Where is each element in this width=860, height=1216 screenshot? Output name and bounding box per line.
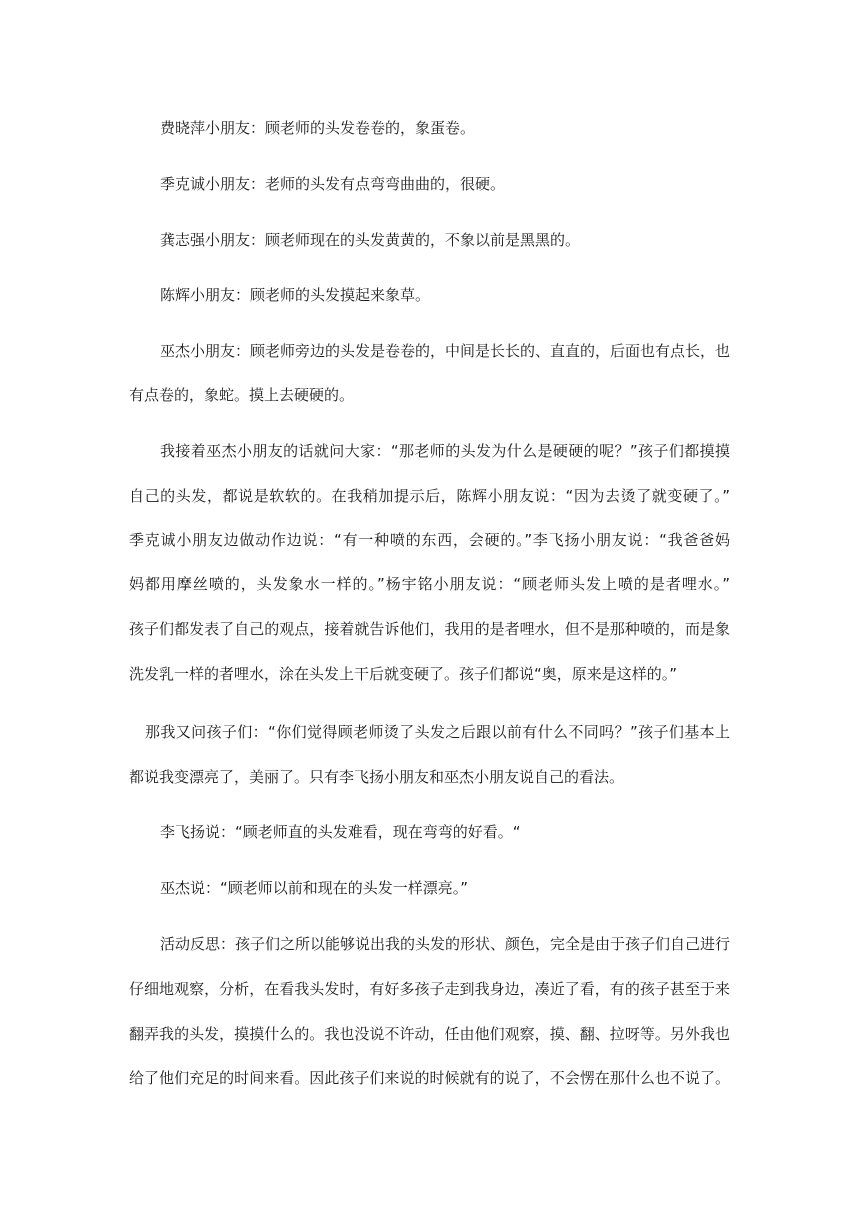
- paragraph-line: 巫杰小朋友：顾老师旁边的头发是卷卷的，中间是长长的、直直的，后面也有点长，也: [160, 342, 731, 360]
- paragraph-line: 季克诚小朋友边做动作边说：“有一种喷的东西，会硬的。”李飞扬小朋友说：“我爸爸妈: [129, 531, 730, 549]
- paragraph-line: 龚志强小朋友：顾老师现在的头发黄黄的，不象以前是黑黑的。: [160, 231, 581, 249]
- paragraph-line: 陈辉小朋友：顾老师的头发摸起来象草。: [160, 286, 431, 304]
- paragraph-line: 有点卷的，象蛇。摸上去硬硬的。: [129, 386, 355, 404]
- paragraph-line: 仔细地观察，分析，在看我头发时，有好多孩子走到我身边，凑近了看，有的孩子甚至于来: [129, 980, 730, 998]
- paragraph-line: 我接着巫杰小朋友的话就问大家：“那老师的头发为什么是硬硬的呢？”孩子们都摸摸: [160, 442, 730, 460]
- paragraph-line: 那我又问孩子们：“你们觉得顾老师烫了头发之后跟以前有什么不同吗？”孩子们基本上: [145, 723, 730, 741]
- paragraph-line: 巫杰说：“顾老师以前和现在的头发一样漂亮。”: [160, 879, 469, 897]
- paragraph-line: 都说我变漂亮了，美丽了。只有李飞扬小朋友和巫杰小朋友说自己的看法。: [129, 768, 625, 786]
- paragraph-line: 洗发乳一样的者哩水，涂在头发上干后就变硬了。孩子们都说“奥，原来是这样的。”: [129, 665, 678, 683]
- paragraph-line: 自己的头发，都说是软软的。在我稍加提示后，陈辉小朋友说：“因为去烫了就变硬了。”: [129, 487, 730, 505]
- paragraph-line: 孩子们都发表了自己的观点，接着就告诉他们，我用的是者哩水，但不是那种喷的，而是象: [129, 620, 730, 638]
- paragraph-line: 翻弄我的头发，摸摸什么的。我也没说不许动，任由他们观察，摸、翻、拉呀等。另外我也: [129, 1025, 730, 1043]
- paragraph-line: 李飞扬说：“顾老师直的头发难看，现在弯弯的好看。“: [160, 823, 521, 841]
- paragraph-line: 妈都用摩丝喷的，头发象水一样的。”杨宇铭小朋友说：“顾老师头发上喷的是者哩水。”: [129, 575, 730, 593]
- paragraph-line: 给了他们充足的时间来看。因此孩子们来说的时候就有的说了，不会愣在那什么也不说了。: [129, 1069, 730, 1087]
- paragraph-line: 季克诚小朋友：老师的头发有点弯弯曲曲的，很硬。: [160, 175, 506, 193]
- paragraph-line: 费晓萍小朋友：顾老师的头发卷卷的，象蛋卷。: [160, 119, 476, 137]
- paragraph-line: 活动反思：孩子们之所以能够说出我的头发的形状、颜色，完全是由于孩子们自己进行: [160, 935, 731, 953]
